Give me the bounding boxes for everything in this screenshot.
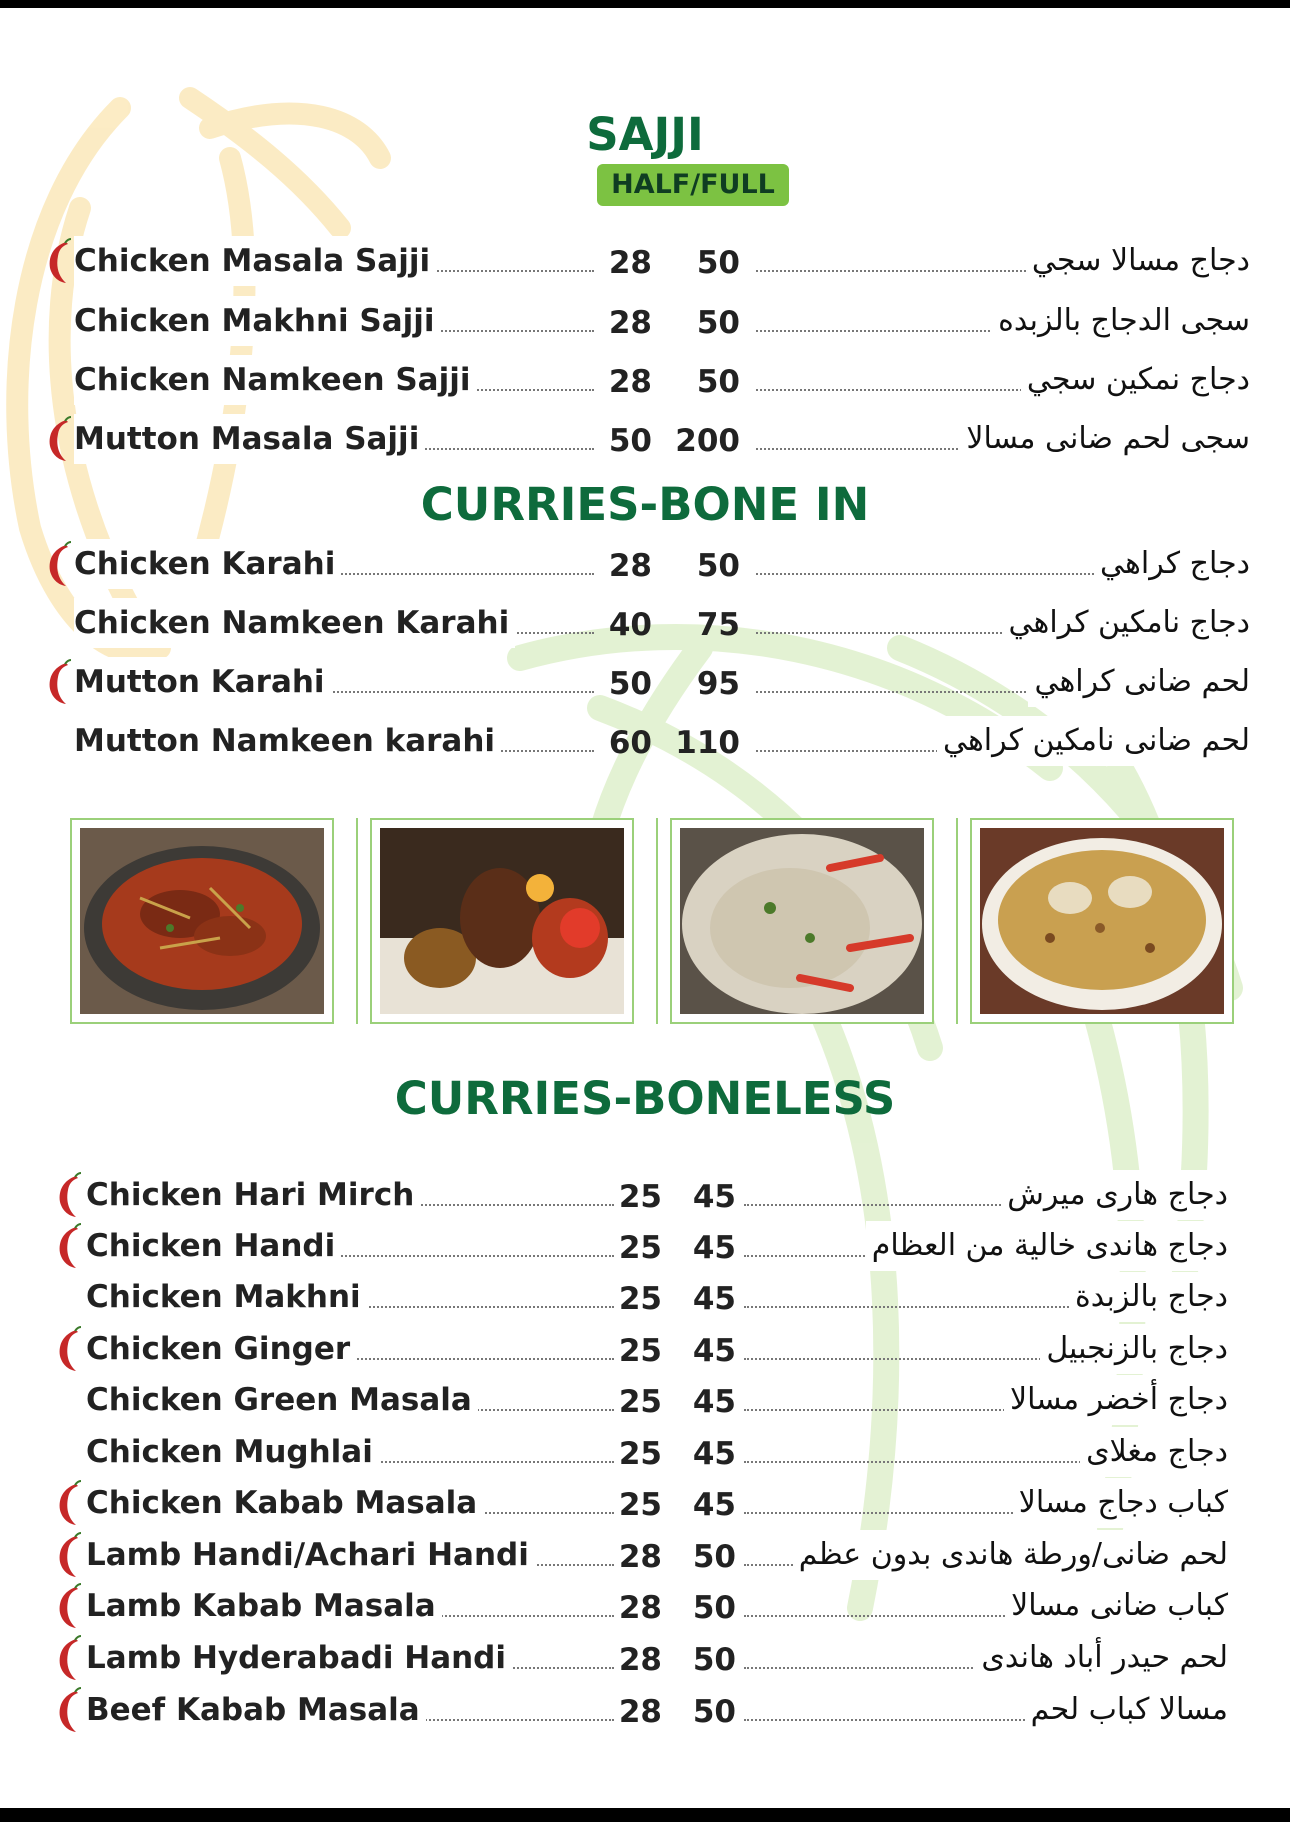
list-item [0,1478,1290,1528]
price-half: 28 [608,305,652,341]
item-name-arabic: دجاج نامكين كراهي [1003,598,1251,648]
item-name-arabic: كباب ضانى مسالا [1005,1581,1228,1631]
price-half: 28 [618,1642,662,1678]
item-name-arabic: سجى لحم ضانى مسالا [960,414,1250,464]
price-half: 25 [618,1179,662,1215]
price-half: 28 [618,1694,662,1730]
list-item [0,1272,1290,1322]
item-name-arabic: سجى الدجاج بالزبده [992,296,1250,346]
price-half: 50 [608,666,652,702]
item-name-english: Chicken Kabab Masala [86,1478,483,1528]
item-name-arabic: دجاج بالزبدة [1069,1272,1228,1322]
item-name-arabic: دجاج مغلاى [1080,1427,1228,1477]
list-item [0,1530,1290,1580]
chili-pepper-icon [46,414,72,464]
list-item [0,1633,1290,1683]
item-name-arabic: لحم حيدر أباد هاندى [975,1633,1228,1683]
item-name-english: Chicken Green Masala [86,1375,478,1425]
price-half: 25 [618,1487,662,1523]
price-full: 45 [692,1384,736,1420]
section-title-sajji: SAJJI [586,108,704,161]
photo-biryani [970,818,1234,1024]
price-half: 25 [618,1281,662,1317]
menu-page [0,8,1290,1808]
item-name-english: Chicken Makhni Sajji [74,296,441,346]
item-name-english: Chicken Ginger [86,1324,356,1374]
chili-pepper-icon [56,1170,82,1220]
list-item [0,296,1290,346]
list-item [0,1685,1290,1735]
item-name-english: Lamb Kabab Masala [86,1581,442,1631]
price-half: 60 [608,725,652,761]
price-full: 95 [696,666,740,702]
price-half: 25 [618,1436,662,1472]
photo-rice [670,818,934,1024]
chili-pepper-icon [56,1324,82,1374]
list-item [0,414,1290,464]
grilled-kabab-plate-image [380,828,624,1014]
price-full: 45 [692,1179,736,1215]
item-name-english: Chicken Mughlai [86,1427,379,1477]
chili-pepper-icon [56,1478,82,1528]
item-name-arabic: لحم ضانى/ورطة هاندى بدون عظم [793,1530,1228,1580]
photo-karahi [70,818,334,1024]
item-name-english: Chicken Karahi [74,539,341,589]
list-item [0,1221,1290,1271]
price-half: 28 [608,245,652,281]
item-name-english: Chicken Namkeen Karahi [74,598,515,648]
item-name-arabic: دجاج هاندى خالية من العظام [866,1221,1228,1271]
chili-pepper-icon [56,1685,82,1735]
item-name-english: Lamb Handi/Achari Handi [86,1530,535,1580]
price-half: 28 [618,1539,662,1575]
item-name-arabic: لحم ضانى نامكين كراهي [937,716,1250,766]
price-full: 200 [675,423,740,459]
item-name-arabic: دجاج أخضر مسالا [1004,1375,1228,1425]
list-item [0,1427,1290,1477]
item-name-english: Mutton Namkeen karahi [74,716,501,766]
item-name-arabic: دجاج هارى ميرش [1001,1170,1228,1220]
item-name-arabic: لحم ضانى كراهي [1028,657,1250,707]
rice-with-chili-dish-image [680,828,924,1014]
list-item [0,236,1290,286]
item-name-english: Chicken Makhni [86,1272,367,1322]
item-name-english: Beef Kabab Masala [86,1685,426,1735]
chili-pepper-icon [56,1221,82,1271]
price-half: 25 [618,1230,662,1266]
section-title-curries-boneless: CURRIES-BONELESS [394,1072,896,1125]
price-full: 50 [692,1539,736,1575]
item-name-arabic: دجاج بالزنجبيل [1040,1324,1228,1374]
price-full: 50 [696,305,740,341]
item-name-arabic: مسالا كباب لحم [1025,1685,1228,1735]
price-full: 75 [696,607,740,643]
photo-divider [956,818,958,1024]
item-name-arabic: دجاج نمكين سجي [1021,355,1250,405]
chili-pepper-icon [46,236,72,286]
price-full: 50 [692,1642,736,1678]
price-full: 45 [692,1333,736,1369]
price-full: 50 [696,364,740,400]
list-item [0,1375,1290,1425]
section-title-curries-bone-in: CURRIES-BONE IN [420,478,870,531]
chili-pepper-icon [46,539,72,589]
photo-divider [656,818,658,1024]
bottom-edge [0,1808,1290,1822]
price-full: 45 [692,1281,736,1317]
price-full: 50 [692,1694,736,1730]
item-name-arabic: دجاج كراهي [1094,539,1250,589]
list-item [0,1324,1290,1374]
item-name-english: Chicken Namkeen Sajji [74,355,476,405]
karahi-curry-dish-image [80,828,324,1014]
price-half: 25 [618,1333,662,1369]
list-item [0,539,1290,589]
price-full: 45 [692,1230,736,1266]
price-full: 45 [692,1436,736,1472]
item-name-english: Lamb Hyderabadi Handi [86,1633,512,1683]
item-name-english: Chicken Hari Mirch [86,1170,420,1220]
price-full: 50 [696,548,740,584]
price-full: 110 [675,725,740,761]
chili-pepper-icon [56,1581,82,1631]
photo-kabab [370,818,634,1024]
item-name-english: Mutton Masala Sajji [74,414,425,464]
price-half: 28 [608,364,652,400]
price-full: 45 [692,1487,736,1523]
chicken-biryani-plate-image [980,828,1224,1014]
item-name-arabic: كباب دجاج مسالا [1013,1478,1228,1528]
food-photo-strip [70,818,1234,1024]
price-half: 28 [618,1590,662,1626]
price-half: 28 [608,548,652,584]
half-full-badge: HALF/FULL [597,164,789,206]
list-item [0,1581,1290,1631]
chili-pepper-icon [56,1530,82,1580]
list-item [0,598,1290,648]
list-item [0,716,1290,766]
price-half: 50 [608,423,652,459]
list-item [0,355,1290,405]
photo-divider [356,818,358,1024]
price-half: 25 [618,1384,662,1420]
price-full: 50 [692,1590,736,1626]
list-item [0,1170,1290,1220]
chili-pepper-icon [46,657,72,707]
item-name-arabic: دجاج مسالا سجي [1026,236,1250,286]
price-half: 40 [608,607,652,643]
item-name-english: Chicken Masala Sajji [74,236,436,286]
item-name-english: Mutton Karahi [74,657,331,707]
list-item [0,657,1290,707]
price-full: 50 [696,245,740,281]
item-name-english: Chicken Handi [86,1221,341,1271]
chili-pepper-icon [56,1633,82,1683]
